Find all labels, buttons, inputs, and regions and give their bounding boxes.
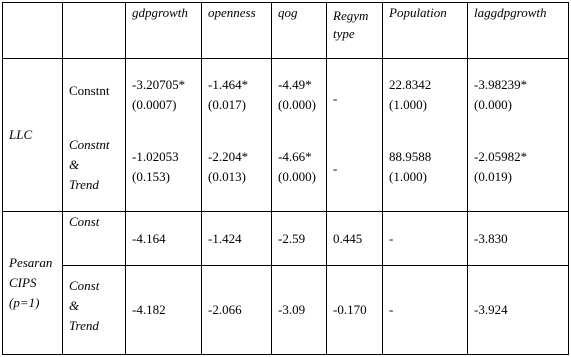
cips-model-trend-line1: Const (69, 278, 100, 293)
llc-laggdpgrowth-trend-pvalue: (0.019) (474, 169, 512, 184)
cips-trend-row (3, 266, 569, 355)
llc-openness-const-pvalue: (0.017) (208, 97, 246, 112)
llc-openness-trend-stat: -2.204* (208, 149, 249, 164)
cips-openness-trend: -2.066 (202, 266, 272, 355)
llc-openness-const (208, 75, 248, 115)
llc-gdpgrowth-trend-stat: -1.02053 (132, 149, 179, 164)
cips-label-line2: CIPS (9, 275, 37, 290)
header-gdpgrowth: gdpgrowth (126, 3, 202, 59)
llc-qog-trend-stat: -4.66* (278, 149, 312, 164)
cips-laggdpgrowth-trend: -3.924 (468, 266, 569, 355)
llc-openness-trend-pvalue: (0.013) (208, 169, 246, 184)
header-qog: qog (272, 3, 327, 59)
llc-gdpgrowth-const (132, 75, 185, 115)
llc-openness-cell (202, 59, 272, 212)
cips-qog-trend: -3.09 (272, 266, 327, 355)
llc-laggdpgrowth-const-stat: -3.98239* (474, 77, 528, 92)
llc-qog-const-pvalue: (0.000) (278, 97, 316, 112)
llc-model-trend-line3: Trend (69, 177, 99, 192)
cips-group-label (3, 212, 63, 355)
llc-gdpgrowth-const-stat: -3.20705* (132, 77, 186, 92)
header-regym-type (327, 3, 383, 59)
header-empty-2 (63, 3, 126, 59)
header-row (3, 3, 569, 59)
cips-gdpgrowth-trend: -4.182 (126, 266, 202, 355)
cips-gdpgrowth-const: -4.164 (126, 212, 202, 266)
cips-population-trend: - (383, 266, 468, 355)
unit-root-test-table (2, 2, 569, 355)
header-openness: openness (202, 3, 272, 59)
llc-laggdpgrowth-cell (468, 59, 569, 212)
cips-label-line1: Pesaran (9, 255, 53, 270)
llc-population-const (389, 75, 431, 115)
cips-qog-const: -2.59 (272, 212, 327, 266)
llc-model-trend-line2: & (69, 157, 80, 172)
llc-laggdpgrowth-trend (474, 147, 527, 187)
llc-model-constant (69, 81, 109, 101)
llc-qog-const (278, 75, 316, 115)
llc-population-const-pvalue: (1.000) (389, 97, 427, 112)
llc-gdpgrowth-const-pvalue: (0.0007) (132, 97, 177, 112)
header-regym-line2: type (333, 26, 355, 41)
cips-const-row (3, 212, 569, 266)
llc-regym-trend: - (333, 161, 338, 176)
llc-qog-cell (272, 59, 327, 212)
llc-model-cell (63, 59, 126, 212)
llc-group-label: LLC (3, 59, 63, 212)
llc-laggdpgrowth-const-pvalue: (0.000) (474, 97, 512, 112)
llc-population-trend (389, 147, 431, 187)
llc-regym-cell (327, 59, 383, 212)
llc-gdpgrowth-cell (126, 59, 202, 212)
llc-population-const-stat: 22.8342 (389, 77, 432, 92)
cips-regym-const: 0.445 (327, 212, 383, 266)
llc-gdpgrowth-trend-pvalue: (0.153) (132, 169, 170, 184)
llc-openness-trend (208, 147, 248, 187)
cips-laggdpgrowth-const: -3.830 (468, 212, 569, 266)
cips-model-trend-line3: Trend (69, 318, 99, 333)
llc-qog-trend (278, 147, 316, 187)
header-regym-line1: Regym (333, 8, 369, 23)
llc-gdpgrowth-trend (132, 147, 179, 187)
llc-row (3, 59, 569, 212)
llc-population-trend-pvalue: (1.000) (389, 169, 427, 184)
cips-population-const: - (383, 212, 468, 266)
cips-model-constant-trend (63, 266, 126, 355)
llc-laggdpgrowth-trend-stat: -2.05982* (474, 149, 528, 164)
llc-population-trend-stat: 88.9588 (389, 149, 432, 164)
cips-regym-trend: -0.170 (327, 266, 383, 355)
cips-model-trend-line2: & (69, 298, 80, 313)
llc-model-trend-line1: Constnt (69, 137, 110, 152)
llc-regym-const: - (333, 91, 338, 106)
llc-qog-trend-pvalue: (0.000) (278, 169, 316, 184)
llc-laggdpgrowth-const (474, 75, 527, 115)
llc-openness-const-stat: -1.464* (208, 77, 249, 92)
header-population: Population (383, 3, 468, 59)
cips-model-constant: Const (63, 212, 126, 266)
llc-model-constant-text: Constnt (69, 83, 110, 98)
header-laggdpgrowth: laggdpgrowth (468, 3, 569, 59)
llc-model-constant-trend (69, 135, 109, 195)
llc-qog-const-stat: -4.49* (278, 77, 312, 92)
llc-population-cell (383, 59, 468, 212)
cips-label-line3: (p=1) (9, 295, 40, 310)
header-empty-1 (3, 3, 63, 59)
cips-openness-const: -1.424 (202, 212, 272, 266)
